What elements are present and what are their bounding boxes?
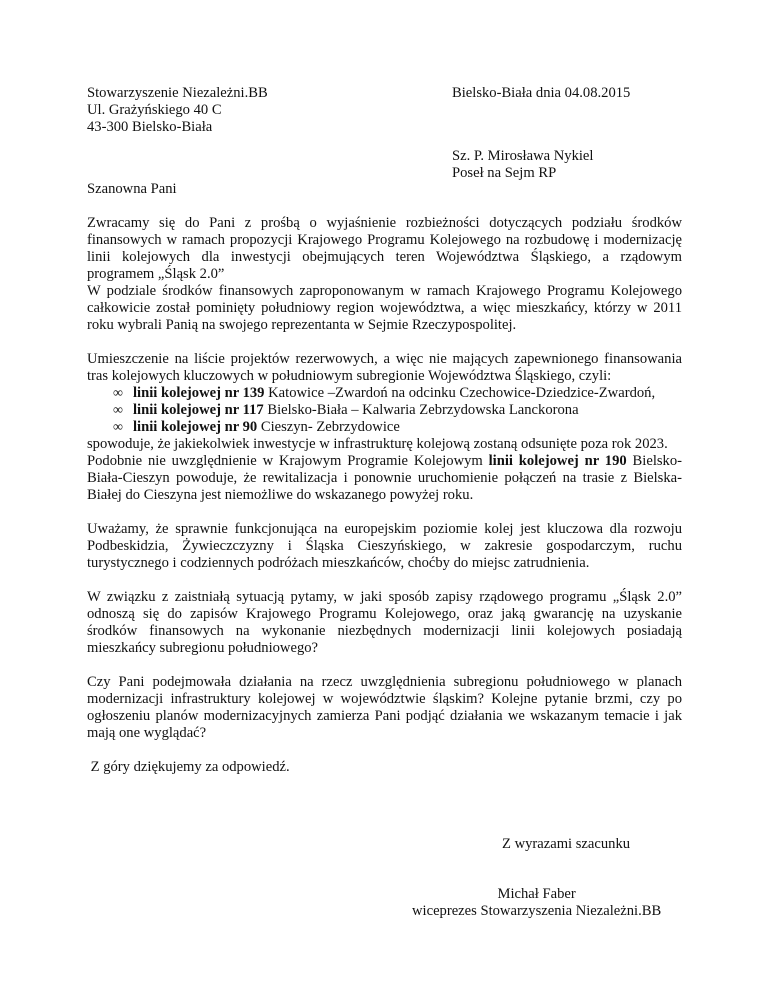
paragraph-request xyxy=(87,215,682,334)
paragraph-thanks: Z góry dziękujemy za odpowiedź. xyxy=(87,759,290,775)
paragraph-line-190 xyxy=(87,453,682,504)
recipient-name: Sz. P. Mirosława Nykiel xyxy=(452,148,594,164)
list-item xyxy=(113,402,682,419)
infinity-bullet-icon: ∞ xyxy=(113,420,123,435)
recipient-title: Poseł na Sejm RP xyxy=(452,165,557,181)
paragraph-importance: Uważamy, że sprawnie funkcjonująca na europejskim poziomie kolej jest kluczowa dla rozwoju Podbeskidzia, Żywieczczyzny i Śląska Cieszyńskiego, w zakresie gospodarczym, ruchu turystycznego i codziennych podróżach mieszkańców, choćby do miejsc zatrudnienia. xyxy=(87,521,682,571)
closing-line: Z wyrazami szacunku xyxy=(502,836,631,852)
paragraph-projects-intro: Umieszczenie na liście projektów rezerwowych, a więc nie mających zapewnionego finansowania tras kolejowych kluczowych w południowym subregionie Województwa Śląskiego, czyli: xyxy=(87,351,682,384)
list-item-text: Katowice –Zwardoń na odcinku Czechowice-Dziedzice-Zwardoń, xyxy=(264,385,656,401)
paragraph-request-b: W podziale środków finansowych zaproponowanym w ramach Krajowego Programu Kolejowego całkowicie został pominięty południowy region województwa, a więc mieszkańcy, którzy w 2011 roku wybrali Panią na swojego reprezentanta w Sejmie Rzeczypospolitej. xyxy=(87,283,682,333)
line190-post: Bielsko-Biała-Cieszyn powoduje, że rewitalizacja i ponownie uruchomienie połączeń na trasie z Bielska-Białej do Cieszyna jest niemożliwe do wskazanego powyżej roku. xyxy=(87,453,683,503)
letter-body xyxy=(87,215,682,793)
salutation: Szanowna Pani xyxy=(87,181,177,197)
sender-name: Stowarzyszenie Niezależni.BB xyxy=(87,85,268,101)
sender-city: 43-300 Bielsko-Biała xyxy=(87,119,213,135)
paragraph-request-a: Zwracamy się do Pani z prośbą o wyjaśnienie rozbieżności dotyczących podziału środków finansowych w ramach propozycji Krajowego Programu Kolejowego na rozbudowę i modernizację linii kolejowych dla inwestycji obejmujących teren Województwa Śląskiego, a rządowym programem „Śląsk 2.0” xyxy=(87,215,682,282)
signature-block xyxy=(412,886,661,920)
list-item-bold: linii kolejowej nr 117 xyxy=(133,402,264,418)
paragraph-question-1: W związku z zaistniałą sytuacją pytamy, w jaki sposób zapisy rządowego programu „Śląsk 2.0” odnoszą się do zapisów Krajowego Programu Kolejowego, oraz jaką gwarancję na uzyskanie środków finansowych na wykonanie niezbędnych modernizacji linii kolejowych posiadają mieszkańcy subregionu południowego? xyxy=(87,589,682,656)
paragraph-question-2: Czy Pani podejmowała działania na rzecz uwzględnienia subregionu południowego w planach modernizacji infrastruktury kolejowej w województwie śląskim? Kolejne pytanie brzmi, czy po ogłoszeniu planów modernizacyjnych zamierza Pani podjąć działania we wskazanym temacie i jak mają one wyglądać? xyxy=(87,674,682,741)
list-item-bold: linii kolejowej nr 139 xyxy=(133,385,265,401)
rail-lines-list xyxy=(87,385,682,436)
list-item-text: Bielsko-Biała – Kalwaria Zebrzydowska Lanckorona xyxy=(263,402,579,418)
list-item-bold: linii kolejowej nr 90 xyxy=(133,419,258,435)
sender-address xyxy=(87,85,268,136)
infinity-bullet-icon: ∞ xyxy=(113,386,123,401)
paragraph-consequence: spowoduje, że jakiekolwiek inwestycje w infrastrukturę kolejową zostaną odsunięte poza rok 2023. xyxy=(87,436,668,452)
list-item-text: Cieszyn- Zebrzydowice xyxy=(257,419,400,435)
signature-role: wiceprezes Stowarzyszenia Niezależni.BB xyxy=(412,903,662,919)
line190-bold: linii kolejowej nr 190 xyxy=(488,453,627,469)
recipient-block xyxy=(452,148,593,182)
list-item xyxy=(113,385,682,402)
infinity-bullet-icon: ∞ xyxy=(113,403,123,418)
date-line: Bielsko-Biała dnia 04.08.2015 xyxy=(452,85,631,101)
sender-street: Ul. Grażyńskiego 40 C xyxy=(87,102,222,118)
list-item xyxy=(113,419,682,436)
signature-name: Michał Faber xyxy=(497,886,576,902)
line190-pre: Podobnie nie uwzględnienie w Krajowym Programie Kolejowym xyxy=(87,453,489,469)
